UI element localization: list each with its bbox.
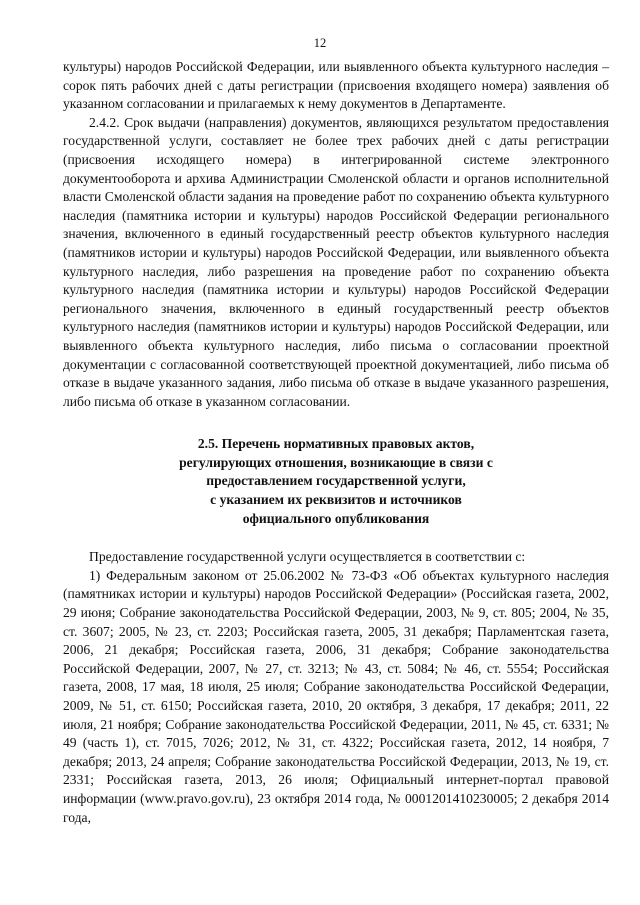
section-heading-line: с указанием их реквизитов и источников [210, 492, 462, 508]
section-heading-line: официального опубликования [242, 510, 430, 526]
section-heading-line: регулирующих отношения, возникающие в связи с [179, 454, 493, 470]
paragraph-2-4-2: 2.4.2. Срок выдачи (направления) документов, являющихся результатом предоставления государственной услуги, составляет не более трех рабочих дней с даты регистрации (присвоения исходящего номера) в интегрированной системе электронного документооборота и архива Администрации Смоленской области и органов исполнительной власти Смоленской области задания на проведение работ по сохранению объекта культурного наследия (памятника истории и культуры) народов Российской Федерации регионального значения, включенного в единый государственный реестр объектов культурного наследия (памятников истории и культуры) народов Российской Федерации, или выявленного объекта культурного наследия, либо разрешения на проведение работ по сохранению объекта культурного наследия (памятника истории и культуры) народов Российской Федерации регионального значения, включенного в единый государственный реестр объектов культурного наследия (памятников истории и культуры) народов Российской Федерации, или выявленного объекта культурного наследия, либо письма о согласовании проектной документации с согласованной соответствующей проектной документацией, либо письма об отказе в выдаче указанного задания, либо письма об отказе в выдаче указанного разрешения, либо письма об отказе в указанном согласовании. [63, 114, 609, 409]
paragraph-continuation: культуры) народов Российской Федерации, или выявленного объекта культурного наследия – сорок пять рабочих дней с даты регистрации (присвоения входящего номера) заявления об указанном согласовании и прилагаемых к нему документов в Департаменте. [63, 59, 609, 112]
document-body [63, 58, 609, 827]
section-heading-2-5 [63, 435, 609, 528]
paragraph-item-1: 1) Федеральным законом от 25.06.2002 № 73-ФЗ «Об объектах культурного наследия (памятниках истории и культуры) народов Российской Федерации» (Российская газета, 2002, 29 июня; Собрание законодательства Российской Федерации, 2003, № 9, ст. 805; 2004, № 35, ст. 3607; 2005, № 23, ст. 2203; Российская газета, 2005, 31 декабря; Парламентская газета, 2006, 21 декабря; Российская газета, 2006, 31 декабря; Собрание законодательства Российской Федерации, 2007, № 27, ст. 3213; № 43, ст. 5084; № 46, ст. 5554; Российская газета, 2008, 17 мая, 18 июля, 25 июля; Собрание законодательства Российской Федерации, 2009, № 51, ст. 6150; Российская газета, 2010, 20 октября, 3 декабря, 17 декабря; 2011, 22 июля, 21 ноября; Собрание законодательства Российской Федерации, 2011, № 45, ст. 6331; № 49 (часть 1), ст. 7015, 7026; 2012, № 31, ст. 4322; Российская газета, 2012, 14 ноября, 7 декабря; 2013, 24 апреля; Собрание законодательства Российской Федерации, 2013, № 19, ст. 2331; Российская газета, 2013, 26 июля; Официальный интернет-портал правовой информации (www.pravo.gov.ru), 23 октября 2014 года, № 0001201410230005; 2 декабря 2014 года, [63, 567, 609, 825]
section-heading-line: 2.5. Перечень нормативных правовых актов, [197, 436, 475, 452]
paragraph-intro: Предоставление государственной услуги осуществляется в соответствии с: [89, 549, 526, 565]
section-heading-line: предоставлением государственной услуги, [206, 473, 466, 489]
page-number: 12 [313, 36, 327, 50]
